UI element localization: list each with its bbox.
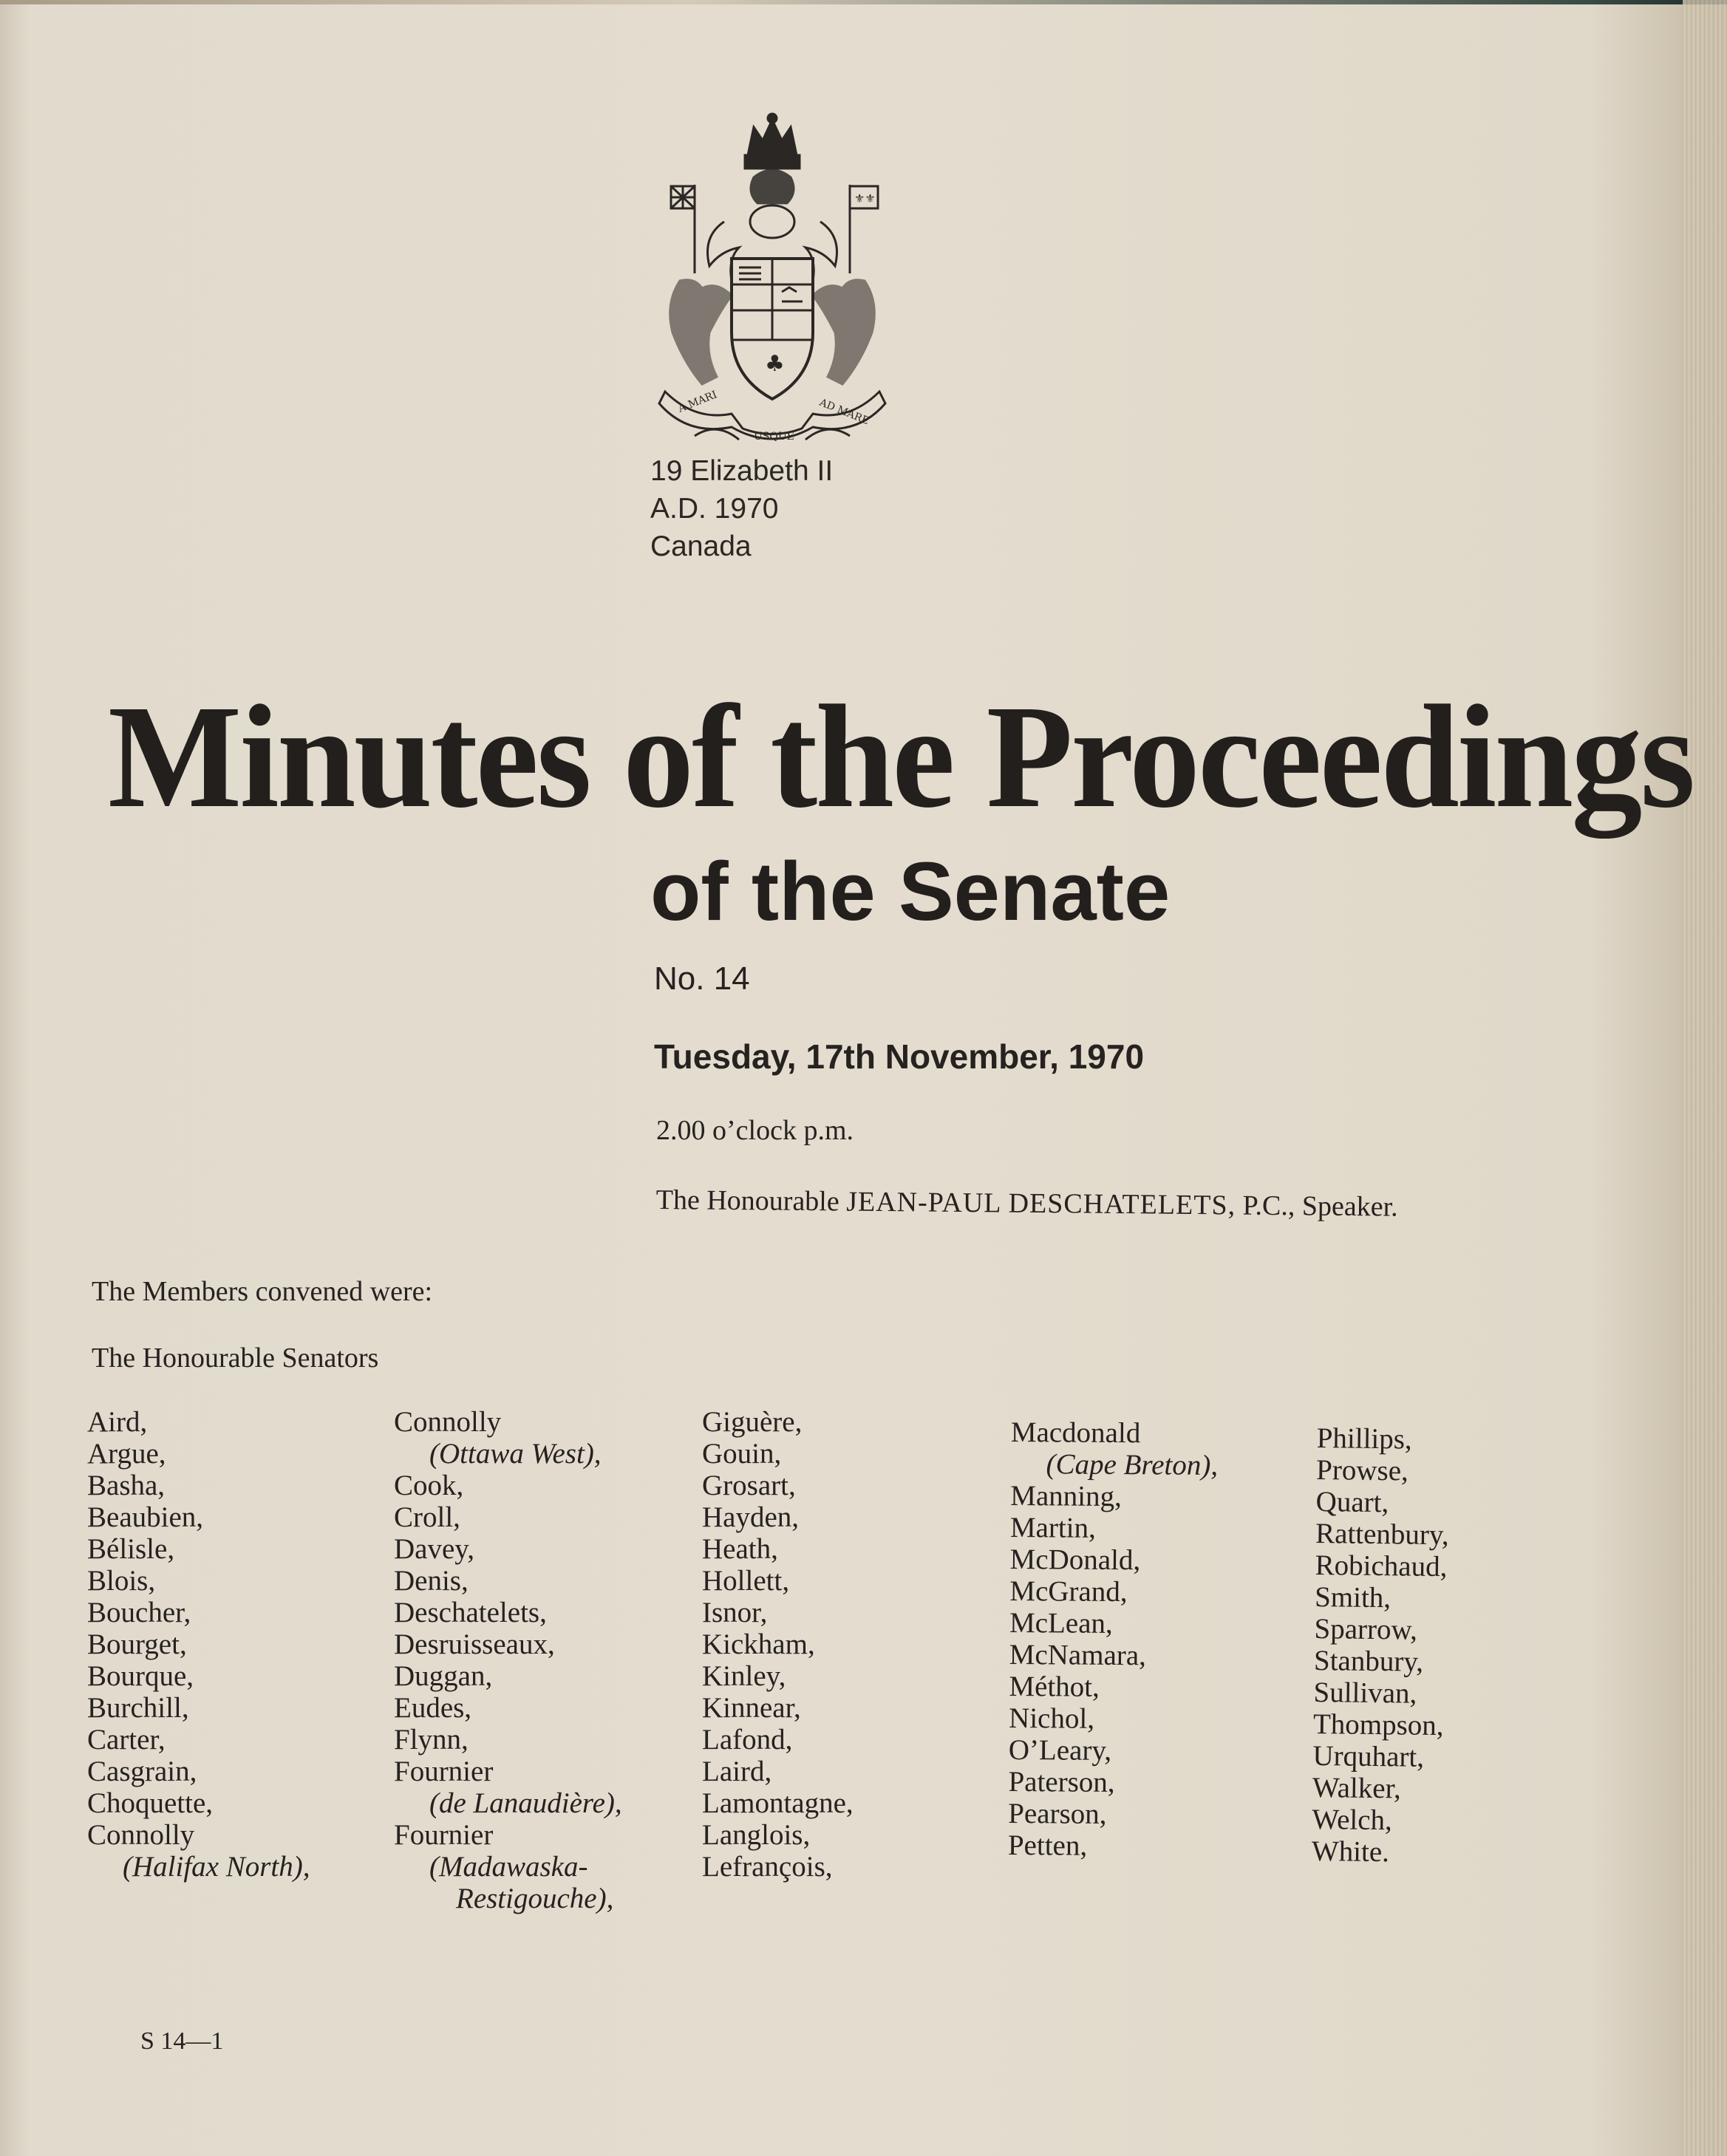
senator-name: Sparrow,	[1314, 1612, 1418, 1646]
crown-icon	[745, 114, 800, 168]
senator-name: Sullivan,	[1313, 1676, 1417, 1710]
senator-name: McNamara,	[1009, 1638, 1147, 1672]
senators-column-3	[702, 1406, 854, 1883]
senator-name: Smith,	[1314, 1580, 1392, 1614]
senator-riding: Restigouche),	[456, 1883, 614, 1914]
senator-name: Croll,	[394, 1501, 460, 1533]
senator-name: Rattenbury,	[1315, 1517, 1449, 1552]
senator-name: Connolly	[87, 1819, 195, 1851]
unicorn-supporter-icon	[813, 280, 874, 384]
senator-name: Basha,	[87, 1470, 166, 1501]
convened-statement: The Members convened were:	[92, 1276, 433, 1307]
senator-name: White.	[1311, 1835, 1390, 1869]
senator-name: Aird,	[87, 1406, 148, 1438]
senators-column-4	[1008, 1416, 1219, 1863]
issue-number: No. 14	[654, 961, 750, 997]
senator-riding: (Madawaska-	[429, 1851, 588, 1883]
senator-name: Paterson,	[1008, 1765, 1115, 1798]
senator-name: McGrand,	[1009, 1575, 1128, 1609]
page-fore-edge	[1683, 0, 1727, 2156]
lion-supporter-icon	[670, 280, 732, 384]
senator-name: McLean,	[1009, 1606, 1113, 1640]
senator-name: Choquette,	[87, 1787, 214, 1819]
senator-name: Giguère,	[702, 1406, 803, 1438]
senator-name: Petten,	[1007, 1829, 1088, 1862]
senator-name: Eudes,	[394, 1692, 472, 1724]
speaker-prefix: The Honourable	[655, 1184, 839, 1218]
senator-name: Urquhart,	[1312, 1739, 1425, 1773]
senator-name: Kinnear,	[702, 1692, 801, 1724]
senator-name: Quart,	[1315, 1485, 1389, 1519]
senator-name: Welch,	[1312, 1803, 1393, 1837]
senator-name: Langlois,	[702, 1819, 811, 1851]
senator-name: Boucher,	[87, 1597, 191, 1628]
senator-name: Desruisseaux,	[394, 1628, 555, 1660]
speaker-name: JEAN-PAUL DESCHATELETS,	[846, 1186, 1236, 1221]
svg-text:USQUE: USQUE	[754, 431, 794, 443]
senator-riding: (Cape Breton),	[1046, 1448, 1219, 1481]
senator-name: Carter,	[87, 1724, 166, 1756]
senator-name: Manning,	[1010, 1479, 1122, 1513]
senator-name: Kickham,	[702, 1628, 815, 1660]
speaker-line	[656, 1182, 1398, 1225]
senator-name: Denis,	[394, 1565, 469, 1597]
senators-heading: The Honourable Senators	[92, 1343, 379, 1374]
senator-name: Hayden,	[702, 1501, 800, 1533]
flag-left-icon	[671, 185, 695, 273]
senator-name: Blois,	[87, 1565, 156, 1597]
senator-name: Thompson,	[1312, 1708, 1444, 1742]
svg-text:AD MARE: AD MARE	[817, 396, 871, 428]
senator-riding: (de Lanaudière),	[429, 1787, 622, 1819]
senator-name: Lefrançois,	[702, 1851, 833, 1883]
senator-name: Bélisle,	[87, 1533, 175, 1565]
senator-name: Kinley,	[702, 1660, 786, 1692]
senator-name: Nichol,	[1008, 1702, 1095, 1735]
senator-name: Cook,	[394, 1470, 464, 1501]
year: A.D. 1970	[650, 493, 779, 525]
senator-name: Walker,	[1312, 1771, 1402, 1805]
svg-text:⚜⚜: ⚜⚜	[854, 191, 876, 205]
senator-name: Fournier	[394, 1756, 494, 1787]
flag-right-icon	[850, 185, 878, 273]
sitting-date: Tuesday, 17th November, 1970	[654, 1037, 1145, 1076]
senators-column-2	[394, 1406, 622, 1914]
senator-name: Macdonald	[1010, 1416, 1141, 1450]
senator-name: O’Leary,	[1008, 1733, 1112, 1767]
senator-name: Gouin,	[702, 1438, 782, 1470]
senator-name: Fournier	[394, 1819, 494, 1851]
senator-name: Burchill,	[87, 1692, 189, 1724]
senator-name: Duggan,	[394, 1660, 493, 1692]
senator-name: Robichaud,	[1315, 1549, 1448, 1583]
senator-name: Méthot,	[1009, 1670, 1100, 1703]
page-folio: S 14—1	[140, 2027, 224, 2055]
imprint-block	[650, 452, 833, 565]
senator-name: Davey,	[394, 1533, 475, 1565]
senator-name: Laird,	[702, 1756, 772, 1787]
svg-text:A MARI: A MARI	[676, 389, 719, 415]
senator-name: Bourque,	[87, 1660, 194, 1692]
senator-name: Lafond,	[702, 1724, 793, 1756]
coat-of-arms-icon	[650, 111, 894, 451]
page-title: Minutes of the Proceedings	[108, 675, 1694, 839]
svg-text:♣: ♣	[765, 351, 785, 377]
senator-name: Martin,	[1009, 1511, 1097, 1544]
speaker-suffix: P.C., Speaker.	[1242, 1190, 1398, 1223]
senator-riding: (Halifax North),	[123, 1851, 310, 1883]
regnal-year: 19 Elizabeth II	[650, 455, 834, 487]
page-top-edge	[0, 0, 1727, 4]
shield-icon	[732, 259, 813, 399]
senator-name: Pearson,	[1008, 1797, 1107, 1830]
page-subtitle: of the Senate	[650, 845, 1171, 938]
senator-name: Isnor,	[702, 1597, 768, 1628]
senator-name: Deschatelets,	[394, 1597, 547, 1628]
senator-name: Beaubien,	[87, 1501, 204, 1533]
senator-name: Connolly	[394, 1406, 502, 1438]
senator-name: Phillips,	[1316, 1422, 1412, 1456]
senators-column-5	[1312, 1422, 1451, 1869]
senator-name: Flynn,	[394, 1724, 469, 1756]
senator-name: Lamontagne,	[702, 1787, 854, 1819]
senator-name: Argue,	[87, 1438, 166, 1470]
senators-column-1	[87, 1406, 310, 1883]
senator-name: Casgrain,	[87, 1756, 197, 1787]
senator-name: Prowse,	[1315, 1453, 1409, 1487]
senator-name: Stanbury,	[1313, 1644, 1424, 1678]
senator-name: Hollett,	[702, 1565, 790, 1597]
senator-riding: (Ottawa West),	[429, 1438, 602, 1470]
senator-name: Heath,	[702, 1533, 778, 1565]
senator-name: McDonald,	[1009, 1543, 1141, 1577]
country: Canada	[650, 531, 752, 562]
sitting-time: 2.00 o’clock p.m.	[656, 1115, 854, 1146]
senator-name: Bourget,	[87, 1628, 187, 1660]
senator-name: Grosart,	[702, 1470, 796, 1501]
